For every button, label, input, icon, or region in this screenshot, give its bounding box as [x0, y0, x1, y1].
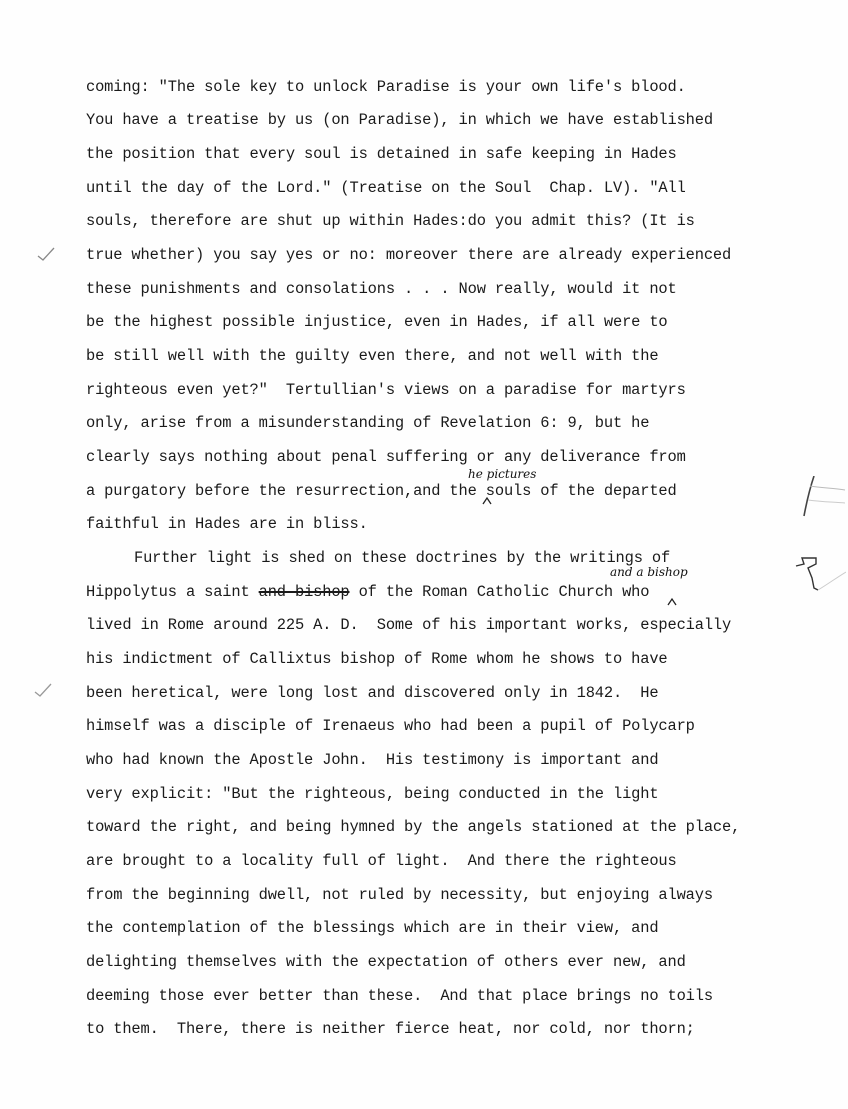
text-segment: of the Roman Catholic Church who — [349, 583, 650, 601]
text-line: coming: "The sole key to unlock Paradise is your own life's blood. — [86, 78, 686, 96]
text-line: the position that every soul is detained in safe keeping in Hades — [86, 145, 677, 163]
text-line: are brought to a locality full of light. And there the righteous — [86, 852, 677, 870]
text-line: faithful in Hades are in bliss. — [86, 515, 368, 533]
checkmark-icon — [33, 683, 53, 699]
text-line: You have a treatise by us (on Paradise), in which we have established — [86, 111, 713, 129]
handwritten-insertion: and a bishop — [610, 565, 688, 579]
text-segment: Hippolytus a saint — [86, 583, 259, 601]
text-line: toward the right, and being hymned by the angels stationed at the place, — [86, 818, 741, 836]
text-line — [86, 583, 649, 601]
text-line: very explicit: "But the righteous, being conducted in the light — [86, 785, 659, 803]
checkmark-icon — [36, 246, 56, 262]
text-line: a purgatory before the resurrection,and the souls of the departed — [86, 482, 677, 500]
text-line: until the day of the Lord." (Treatise on the Soul Chap. LV). "All — [86, 179, 686, 197]
text-line: from the beginning dwell, not ruled by necessity, but enjoying always — [86, 886, 713, 904]
struck-text: and bishop — [258, 583, 350, 601]
text-line: deeming those ever better than these. And that place brings no toils — [86, 987, 713, 1005]
text-line: to them. There, there is neither fierce heat, nor cold, nor thorn; — [86, 1020, 695, 1038]
text-line: delighting themselves with the expectation of others ever new, and — [86, 953, 686, 971]
text-line: these punishments and consolations . . . Now really, would it not — [86, 280, 677, 298]
text-line: his indictment of Callixtus bishop of Rome whom he shows to have — [86, 650, 668, 668]
margin-mark-icon — [800, 476, 846, 522]
caret-mark-icon — [667, 597, 677, 607]
text-line: be still well with the guilty even there, and not well with the — [86, 347, 659, 365]
margin-mark-icon — [792, 556, 846, 604]
text-line: lived in Rome around 225 A. D. Some of his important works, especially — [86, 616, 732, 634]
text-line: Further light is shed on these doctrines by the writings of — [134, 549, 671, 567]
text-line: true whether) you say yes or no: moreover there are already experienced — [86, 246, 732, 264]
text-line: only, arise from a misunderstanding of Revelation 6: 9, but he — [86, 414, 650, 432]
text-line: the contemplation of the blessings which are in their view, and — [86, 919, 659, 937]
text-line: himself was a disciple of Irenaeus who had been a pupil of Polycarp — [86, 717, 695, 735]
text-line: righteous even yet?" Tertullian's views on a paradise for martyrs — [86, 381, 686, 399]
handwritten-insertion: he pictures — [468, 467, 537, 481]
text-line: clearly says nothing about penal suffering or any deliverance from — [86, 448, 686, 466]
text-line: been heretical, were long lost and discovered only in 1842. He — [86, 684, 659, 702]
text-line: souls, therefore are shut up within Hades:do you admit this? (It is — [86, 212, 695, 230]
text-line: who had known the Apostle John. His testimony is important and — [86, 751, 659, 769]
text-line: be the highest possible injustice, even in Hades, if all were to — [86, 313, 668, 331]
caret-mark-icon — [482, 496, 492, 506]
